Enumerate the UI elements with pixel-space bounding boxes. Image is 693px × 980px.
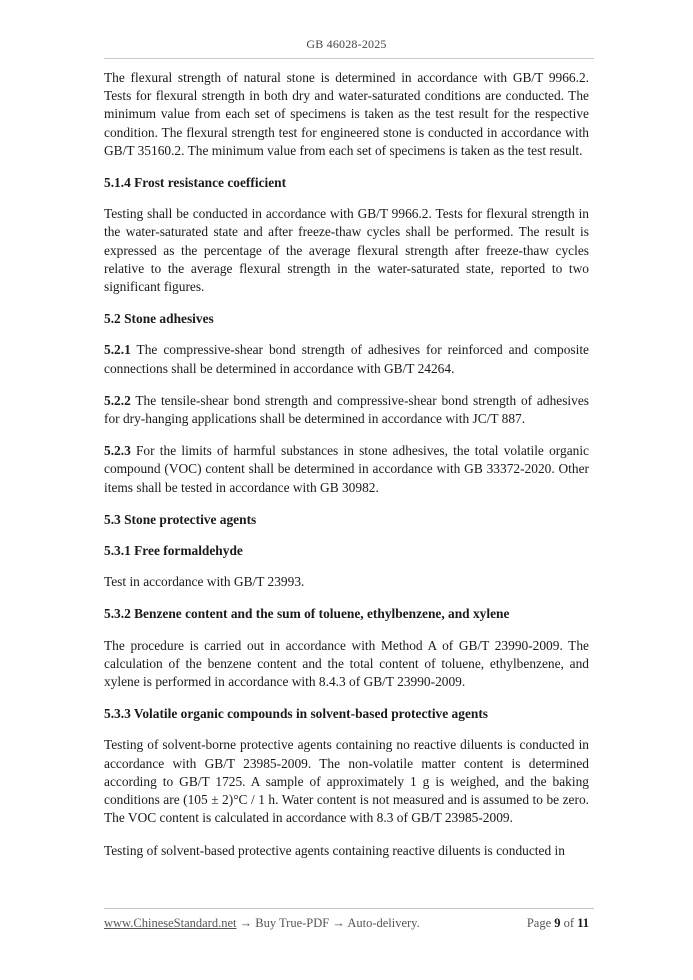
section-heading: 5.3.3 Volatile organic compounds in solvent-based protective agents: [104, 706, 488, 722]
paragraph: The flexural strength of natural stone is determined in accordance with GB/T 9966.2. Tests for flexural strength in both dry and water-saturated conditions are conducted. The minimum value from each set of specimens is taken as the test result for the respective condition. The flexural strength test for engineered stone is conducted in accordance with GB/T 35160.2. The minimum value from each set of specimens is taken as the test result.: [104, 70, 589, 158]
paragraph: Testing of solvent-based protective agents containing reactive diluents is conducted in: [104, 842, 565, 858]
total-pages: 11: [577, 916, 589, 930]
paragraph: The procedure is carried out in accordance with Method A of GB/T 23990-2009. The calculation of the benzene content and the total content of toluene, ethylbenzene, and xylene is performed in accordance with 8.4.3 of GB/T 23990-2009.: [104, 637, 589, 690]
clause-number: 5.2.1: [104, 342, 131, 358]
paragraph: Testing of solvent-borne protective agents containing no reactive diluents is conducted in accordance with GB/T 23985-2009. The non-volatile matter content is determined according to GB/T 1725. A sample of approximately 1 g is weighed, and the baking conditions are (105 ± 2)°C / 1 h. Water content is not measured and is assumed to be zero. The VOC content is calculated in accordance with 8.3 of GB/T 23985-2009.: [104, 737, 589, 826]
section-heading: 5.2 Stone adhesives: [104, 311, 214, 327]
paragraph: Test in accordance with GB/T 23993.: [104, 574, 305, 590]
current-page: 9: [554, 916, 561, 930]
auto-delivery-text: Auto-delivery.: [347, 916, 420, 930]
clause-text: The tensile-shear bond strength and compressive-shear bond strength of adhesives for dry-hanging applications shall be determined in accordance with JC/T 887.: [104, 392, 589, 427]
clause-text: The compressive-shear bond strength of adhesives for reinforced and composite connections shall be determined in accordance with GB/T 24264.: [104, 342, 589, 376]
paragraph: Testing shall be conducted in accordance with GB/T 9966.2. Tests for flexural strength in the water-saturated state and after freeze-thaw cycles shall be performed. The result is expressed as the percentage of the average flexural strength after freeze-thaw cycles relative to the average flexural strength in the water-saturated state, reported to two significant figures.: [104, 206, 589, 295]
document-header: GB 46028-2025: [306, 37, 387, 51]
clause-number: 5.2.2: [104, 392, 131, 408]
arrow-icon: →: [329, 916, 348, 930]
section-heading: 5.3.1 Free formaldehyde: [104, 543, 243, 559]
section-heading: 5.3.2 Benzene content and the sum of toluene, ethylbenzene, and xylene: [104, 606, 510, 622]
footer-links: [104, 916, 420, 931]
arrow-icon: →: [236, 916, 256, 930]
clause-number: 5.2.3: [104, 443, 131, 459]
footer-divider: [104, 908, 594, 909]
site-link[interactable]: www.ChineseStandard.net: [104, 916, 237, 930]
buy-pdf-link[interactable]: Buy True-PDF: [255, 916, 330, 930]
document-body: [104, 69, 589, 874]
page-number: Page 9 of 11: [526, 916, 589, 930]
numbered-clause: [104, 392, 589, 428]
header-divider: [104, 58, 594, 59]
clause-text: For the limits of harmful substances in stone adhesives, the total volatile organic compound (VOC) content shall be determined in accordance with GB 33372-2020. Other items shall be tested in accordance with GB 30982.: [104, 443, 589, 495]
section-heading: 5.3 Stone protective agents: [104, 511, 257, 527]
numbered-clause: [104, 442, 589, 497]
section-heading: 5.1.4 Frost resistance coefficient: [104, 175, 287, 191]
numbered-clause: [104, 341, 589, 377]
